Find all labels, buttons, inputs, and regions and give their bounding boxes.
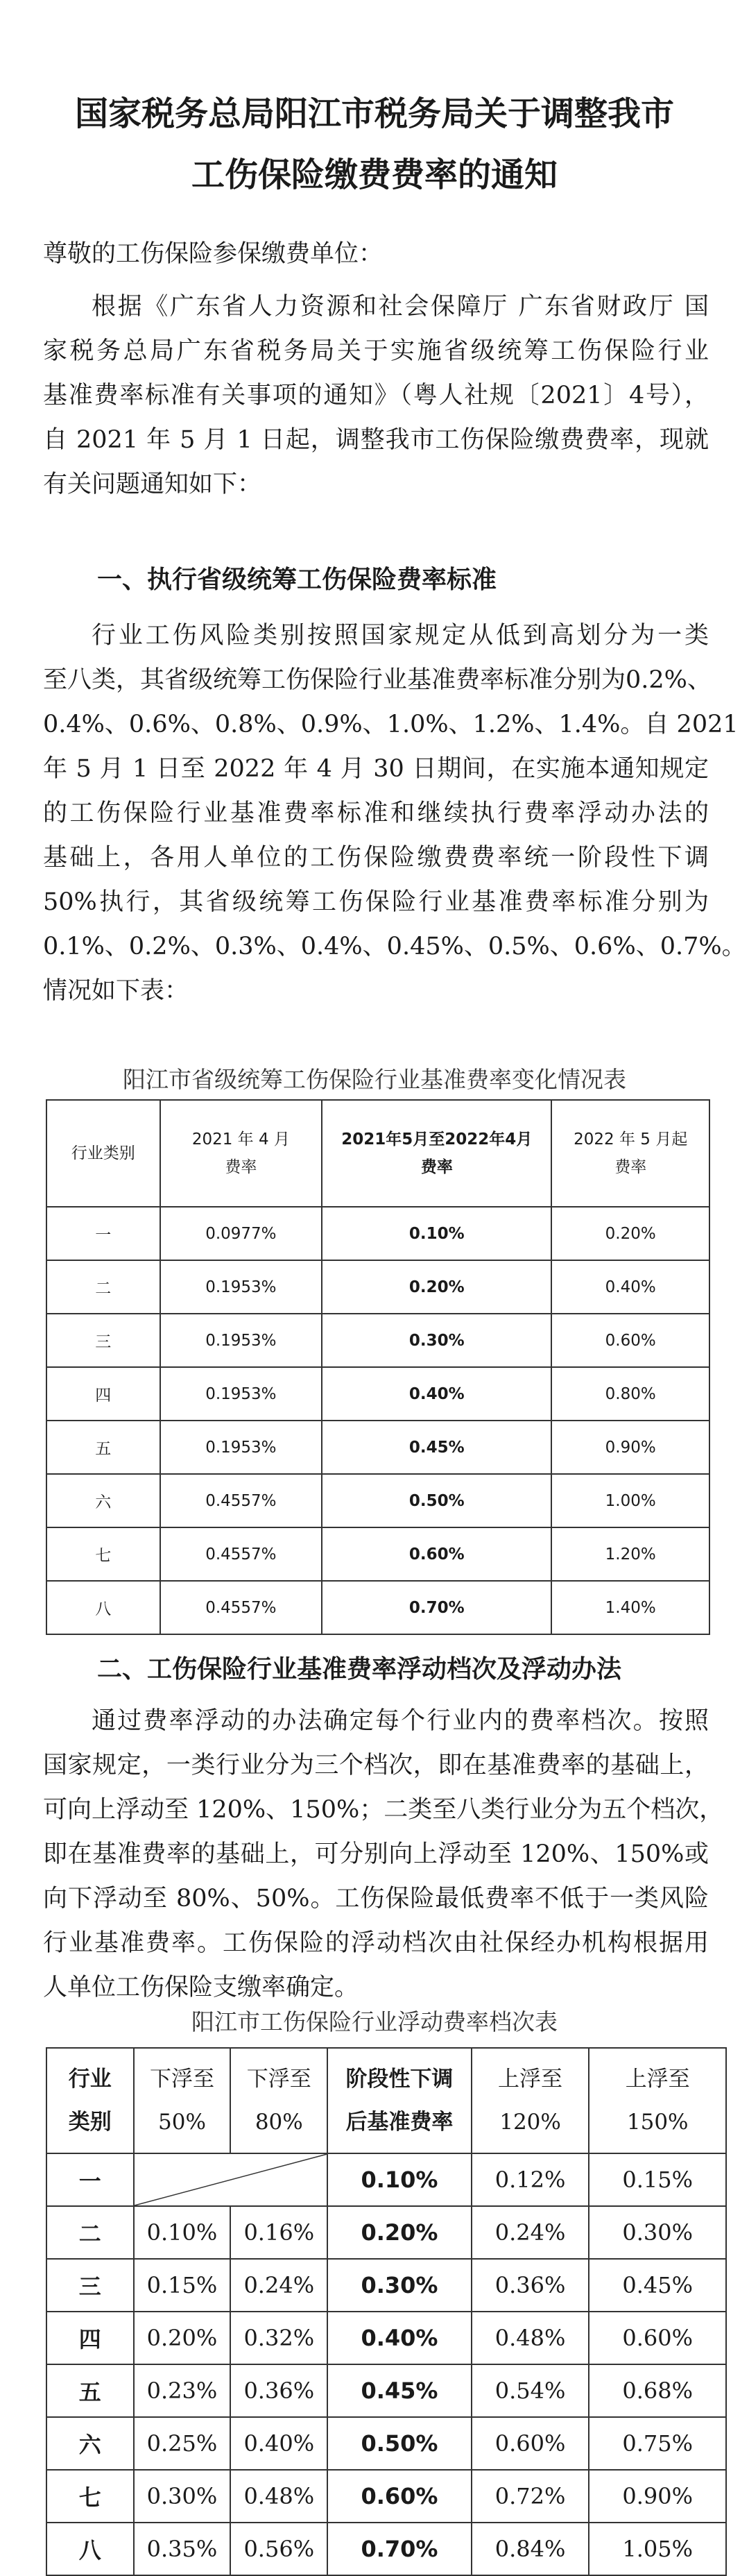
table-row	[46, 2523, 726, 2575]
rate-cell: 0.70%	[327, 2523, 472, 2575]
table-row	[46, 1581, 709, 1634]
category-cell: 四	[46, 2312, 134, 2364]
section-1-line: 行业工伤风险类别按照国家规定从低到高划分为一类	[92, 622, 709, 650]
category-cell: 八	[46, 1581, 160, 1634]
header-up-120	[472, 2048, 589, 2153]
header-text: 80%	[255, 2110, 303, 2135]
section-1-line: 基础上，各用人单位的工伤保险缴费费率统一阶段性下调	[43, 844, 709, 872]
rate-cell: 0.1953%	[160, 1314, 322, 1367]
section-1-line: 0.1%、0.2%、0.3%、0.4%、0.45%、0.5%、0.6%、0.7%。	[43, 933, 746, 960]
section-2-line: 向下浮动至 80%、50%。工伤保险最低费率不低于一类风险	[43, 1885, 709, 1913]
rate-cell: 0.30%	[327, 2259, 472, 2312]
rate-cell: 0.72%	[472, 2470, 589, 2523]
rate-cell: 0.45%	[589, 2259, 726, 2312]
rate-cell: 0.4557%	[160, 1527, 322, 1581]
header-category: 行业类别	[46, 1100, 160, 1207]
table-row	[46, 1314, 709, 1367]
category-cell: 三	[46, 2259, 134, 2312]
section-1-line: 50%执行，其省级统筹工伤保险行业基准费率标准分别为	[43, 888, 709, 916]
table-row	[46, 2312, 726, 2364]
rate-cell: 0.60%	[327, 2470, 472, 2523]
rate-cell: 0.10%	[327, 2153, 472, 2206]
rate-cell: 1.20%	[551, 1527, 709, 1581]
table-row	[46, 1207, 709, 1260]
rate-cell: 0.20%	[551, 1207, 709, 1260]
rate-cell: 0.60%	[589, 2312, 726, 2364]
rate-cell: 0.60%	[472, 2417, 589, 2470]
rate-cell: 0.56%	[230, 2523, 327, 2575]
header-text: 上浮至	[498, 2067, 563, 2092]
header-base-rate	[327, 2048, 472, 2153]
section-2-line: 可向上浮动至 120%、150%；二类至八类行业分为五个档次，	[43, 1796, 724, 1824]
rate-cell: 0.0977%	[160, 1207, 322, 1260]
header-up-150	[589, 2048, 726, 2153]
table-2-caption: 阳江市工伤保险行业浮动费率档次表	[191, 2008, 558, 2035]
rate-cell: 0.32%	[230, 2312, 327, 2364]
header-text: 2021年5月至2022年4月	[341, 1130, 533, 1149]
rate-cell: 0.10%	[322, 1207, 551, 1260]
category-cell: 五	[46, 2364, 134, 2417]
section-1-heading: 一、执行省级统筹工伤保险费率标准	[97, 566, 497, 594]
rate-cell: 0.20%	[322, 1260, 551, 1314]
intro-line: 自 2021 年 5 月 1 日起，调整我市工伤保险缴费费率，现就	[43, 426, 709, 454]
section-2-heading: 二、工伤保险行业基准费率浮动档次及浮动办法	[97, 1655, 622, 1684]
rate-cell: 0.68%	[589, 2364, 726, 2417]
rate-cell: 0.20%	[134, 2312, 231, 2364]
table-row	[46, 1421, 709, 1474]
rate-cell: 0.4557%	[160, 1474, 322, 1527]
section-2-line: 人单位工伤保险支缴率确定。	[43, 1974, 359, 2001]
rate-cell: 0.1953%	[160, 1367, 322, 1421]
rate-cell: 0.50%	[322, 1474, 551, 1527]
category-cell: 八	[46, 2523, 134, 2575]
category-cell: 三	[46, 1314, 160, 1367]
header-text: 下浮至	[149, 2067, 214, 2092]
rate-cell: 0.15%	[589, 2153, 726, 2206]
header-text: 费率	[225, 1158, 257, 1176]
table-row	[46, 2153, 726, 2206]
section-2-line: 行业基准费率。工伤保险的浮动档次由社保经办机构根据用	[43, 1929, 709, 1957]
rate-cell: 0.40%	[230, 2417, 327, 2470]
rate-cell: 0.54%	[472, 2364, 589, 2417]
rate-cell: 0.35%	[134, 2523, 231, 2575]
rate-cell: 0.36%	[472, 2259, 589, 2312]
rate-cell: 0.60%	[322, 1527, 551, 1581]
document-title	[0, 83, 749, 205]
rate-cell: 1.00%	[551, 1474, 709, 1527]
rate-cell: 0.90%	[589, 2470, 726, 2523]
salutation	[43, 232, 709, 276]
rate-cell: 0.15%	[134, 2259, 231, 2312]
rate-cell: 0.48%	[230, 2470, 327, 2523]
rate-cell: 0.50%	[327, 2417, 472, 2470]
intro-line: 家税务总局广东省税务局关于实施省级统筹工伤保险行业	[43, 337, 709, 365]
rate-cell: 0.24%	[472, 2206, 589, 2259]
section-1-line: 的工伤保险行业基准费率标准和继续执行费率浮动办法的	[43, 799, 709, 827]
header-down-50	[134, 2048, 231, 2153]
title-line-1: 国家税务总局阳江市税务局关于调整我市	[74, 94, 674, 133]
rate-cell: 1.40%	[551, 1581, 709, 1634]
rate-cell: 0.60%	[551, 1314, 709, 1367]
table-header-row	[46, 1100, 709, 1207]
diagonal-line	[135, 2154, 327, 2205]
header-text: 费率	[614, 1158, 647, 1176]
header-may-2022	[551, 1100, 709, 1207]
header-text: 行业	[68, 2067, 112, 2092]
header-category	[46, 2048, 134, 2153]
section-2-line: 通过费率浮动的办法确定每个行业内的费率档次。按照	[92, 1707, 709, 1735]
salutation-text: 尊敬的工伤保险参保缴费单位：	[43, 240, 384, 268]
header-text: 150%	[626, 2110, 689, 2135]
category-cell: 七	[46, 2470, 134, 2523]
table-row	[46, 1260, 709, 1314]
rate-cell: 0.30%	[134, 2470, 231, 2523]
section-1-line: 0.4%、0.6%、0.8%、0.9%、1.0%、1.2%、1.4%。自 2021	[43, 711, 739, 738]
table-row	[46, 1527, 709, 1581]
section-2-line: 即在基准费率的基础上，可分别向上浮动至 120%、150%或	[43, 1840, 709, 1868]
base-rate-table	[46, 1099, 710, 1635]
rate-cell: 0.40%	[322, 1367, 551, 1421]
rate-cell: 0.45%	[322, 1421, 551, 1474]
rate-cell: 0.36%	[230, 2364, 327, 2417]
header-text: 类别	[68, 2110, 112, 2135]
rate-cell: 0.1953%	[160, 1260, 322, 1314]
table-1-caption: 阳江市省级统筹工伤保险行业基准费率变化情况表	[123, 1066, 626, 1093]
category-cell: 一	[46, 1207, 160, 1260]
rate-cell: 0.80%	[551, 1367, 709, 1421]
rate-cell: 0.48%	[472, 2312, 589, 2364]
header-text: 上浮至	[625, 2067, 690, 2092]
category-cell: 四	[46, 1367, 160, 1421]
rate-cell: 0.40%	[327, 2312, 472, 2364]
table-row	[46, 2417, 726, 2470]
header-text: 费率	[420, 1158, 453, 1176]
rate-cell: 0.1953%	[160, 1421, 322, 1474]
title-line-2: 工伤保险缴费费率的通知	[191, 155, 558, 194]
category-cell: 六	[46, 1474, 160, 1527]
intro-line: 有关问题通知如下：	[43, 471, 262, 498]
section-2-line: 国家规定，一类行业分为三个档次，即在基准费率的基础上，	[43, 1752, 709, 1779]
intro-paragraph	[43, 285, 709, 507]
section-1-line: 情况如下表：	[43, 977, 189, 1005]
section-1-body	[43, 613, 746, 1013]
header-text: 2021 年 4 月	[191, 1130, 290, 1149]
category-cell: 二	[46, 1260, 160, 1314]
intro-line: 基准费率标准有关事项的通知》（粤人社规〔2021〕4号），	[43, 382, 709, 409]
section-1-line: 至八类，其省级统筹工伤保险行业基准费率标准分别为0.2%、	[43, 666, 712, 694]
table-row	[46, 2470, 726, 2523]
rate-cell: 0.84%	[472, 2523, 589, 2575]
table-header-row	[46, 2048, 726, 2153]
rate-cell: 1.05%	[589, 2523, 726, 2575]
rate-cell: 0.30%	[322, 1314, 551, 1367]
not-applicable-cell	[134, 2153, 328, 2206]
floating-rate-table	[46, 2047, 727, 2576]
category-cell: 七	[46, 1527, 160, 1581]
header-text: 下浮至	[246, 2067, 311, 2092]
table-row	[46, 2259, 726, 2312]
rate-cell: 0.90%	[551, 1421, 709, 1474]
header-text: 50%	[158, 2110, 206, 2135]
table-row	[46, 2364, 726, 2417]
category-cell: 二	[46, 2206, 134, 2259]
intro-line: 根据《广东省人力资源和社会保障厅 广东省财政厅 国	[92, 293, 709, 321]
section-2-body	[43, 1699, 724, 2010]
rate-cell: 0.40%	[551, 1260, 709, 1314]
rate-cell: 0.45%	[327, 2364, 472, 2417]
rate-cell: 0.10%	[134, 2206, 231, 2259]
rate-cell: 0.25%	[134, 2417, 231, 2470]
rate-cell: 0.30%	[589, 2206, 726, 2259]
rate-cell: 0.70%	[322, 1581, 551, 1634]
header-text: 阶段性下调	[345, 2067, 454, 2092]
header-text: 120%	[499, 2110, 561, 2135]
table-row	[46, 2206, 726, 2259]
section-1-line: 年 5 月 1 日至 2022 年 4 月 30 日期间，在实施本通知规定	[43, 755, 709, 783]
rate-cell: 0.16%	[230, 2206, 327, 2259]
rate-cell: 0.75%	[589, 2417, 726, 2470]
category-cell: 六	[46, 2417, 134, 2470]
table-row	[46, 1367, 709, 1421]
header-may-2021	[322, 1100, 551, 1207]
rate-cell: 0.12%	[472, 2153, 589, 2206]
rate-cell: 0.20%	[327, 2206, 472, 2259]
header-down-80	[230, 2048, 327, 2153]
table-row	[46, 1474, 709, 1527]
category-cell: 五	[46, 1421, 160, 1474]
rate-cell: 0.4557%	[160, 1581, 322, 1634]
header-text: 后基准费率	[345, 2110, 454, 2135]
rate-cell: 0.24%	[230, 2259, 327, 2312]
header-apr-2021	[160, 1100, 322, 1207]
header-text: 2022 年 5 月起	[574, 1130, 688, 1149]
rate-cell: 0.23%	[134, 2364, 231, 2417]
category-cell: 一	[46, 2153, 134, 2206]
